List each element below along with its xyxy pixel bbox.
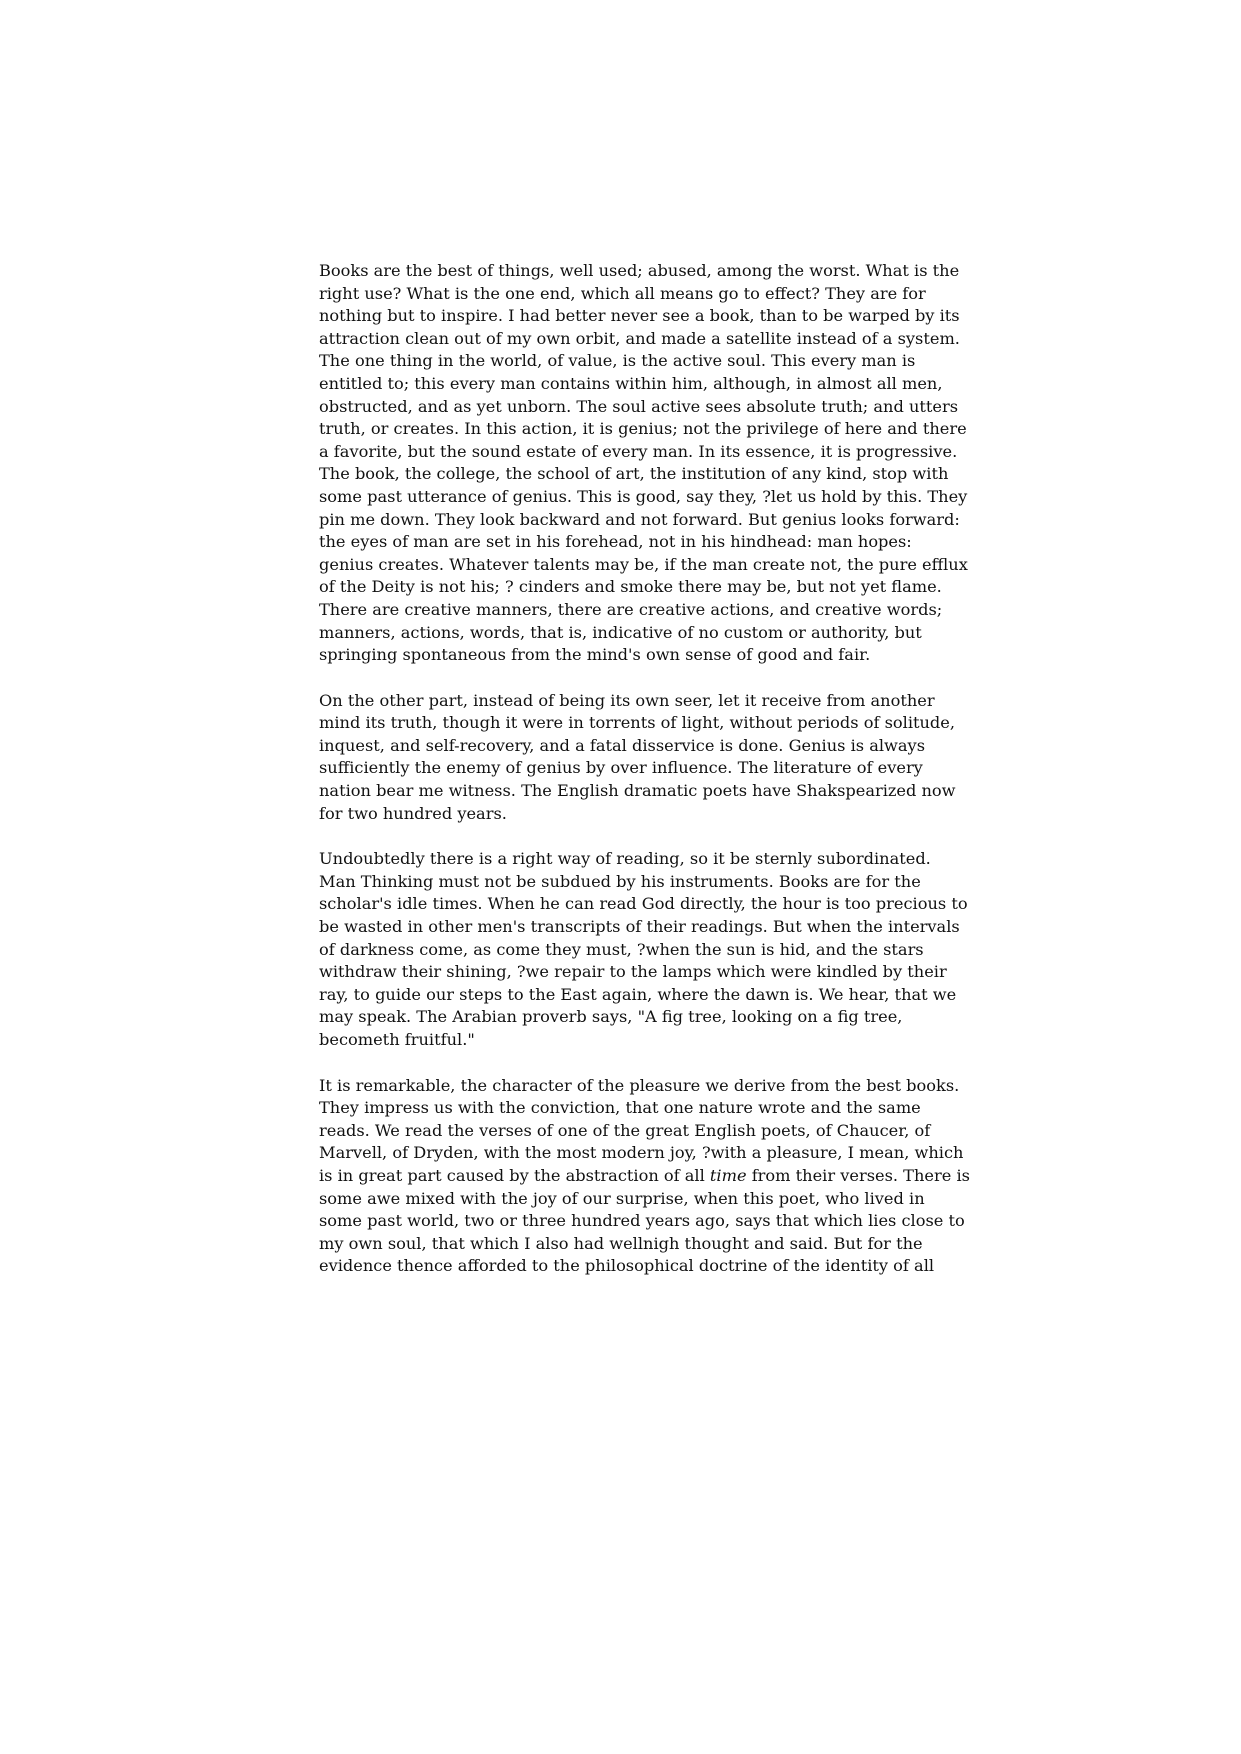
text-line: It is remarkable, the character of the pleasure we derive from the best books.: [319, 1075, 960, 1095]
text-line: of darkness come, as come they must, ?when the sun is hid, and the stars: [319, 939, 924, 959]
text-line: be wasted in other men's transcripts of their readings. But when the intervals: [319, 917, 960, 937]
text-line: a favorite, but the sound estate of every man. In its essence, it is progressive.: [319, 441, 958, 461]
text-line: some past world, two or three hundred years ago, says that which lies close to: [319, 1211, 965, 1231]
text-line: evidence thence afforded to the philosophical doctrine of the identity of all: [319, 1256, 935, 1276]
text-line: attraction clean out of my own orbit, and made a satellite instead of a system.: [319, 328, 960, 348]
text-line: The one thing in the world, of value, is the active soul. This every man is: [319, 351, 916, 371]
text-line: mind its truth, though it were in torrents of light, without periods of solitude,: [319, 713, 956, 733]
text-line: the eyes of man are set in his forehead, not in his hindhead: man hopes:: [319, 532, 912, 552]
text-line: Marvell, of Dryden, with the most modern joy, ?with a pleasure, I mean, which: [319, 1143, 964, 1163]
text-line: The book, the college, the school of art, the institution of any kind, stop with: [319, 464, 949, 484]
text-line: Man Thinking must not be subdued by his instruments. Books are for the: [319, 871, 921, 891]
text-line: is in great part caused by the abstraction of all time from their verses. There is: [319, 1165, 970, 1185]
text-line: nation bear me witness. The English dramatic poets have Shakspearized now: [319, 781, 956, 801]
text-line: for two hundred years.: [319, 803, 507, 823]
body-text: [319, 260, 970, 1301]
text-line: genius creates. Whatever talents may be, if the man create not, the pure efflux: [319, 554, 968, 574]
text-line: There are creative manners, there are creative actions, and creative words;: [319, 599, 943, 619]
text-line: inquest, and self-recovery, and a fatal disservice is done. Genius is always: [319, 735, 926, 755]
text-line: may speak. The Arabian proverb says, "A fig tree, looking on a fig tree,: [319, 1007, 903, 1027]
text-line: truth, or creates. In this action, it is genius; not the privilege of here and there: [319, 419, 967, 439]
text-line: obstructed, and as yet unborn. The soul active sees absolute truth; and utters: [319, 396, 959, 416]
text-line: springing spontaneous from the mind's own sense of good and fair.: [319, 645, 871, 665]
text-line: scholar's idle times. When he can read God directly, the hour is too precious to: [319, 894, 968, 914]
text-line: Undoubtedly there is a right way of reading, so it be sternly subordinated.: [319, 849, 931, 869]
text-line: some past utterance of genius. This is good, say they, ?let us hold by this. They: [319, 486, 968, 506]
paragraph-1: [319, 260, 968, 667]
emphasis-text: time: [709, 1165, 747, 1185]
paragraph-3: [319, 848, 968, 1051]
text-line: right use? What is the one end, which all means go to effect? They are for: [319, 283, 926, 303]
text-line: nothing but to inspire. I had better never see a book, than to be warped by its: [319, 306, 960, 326]
text-line: some awe mixed with the joy of our surprise, when this poet, who lived in: [319, 1188, 925, 1208]
text-line: of the Deity is not his; ? cinders and smoke there may be, but not yet flame.: [319, 577, 942, 597]
text-line: pin me down. They look backward and not forward. But genius looks forward:: [319, 509, 960, 529]
text-line: withdraw their shining, ?we repair to the lamps which were kindled by their: [319, 962, 947, 982]
text-line: entitled to; this every man contains within him, although, in almost all men,: [319, 373, 943, 393]
text-line: my own soul, that which I also had wellnigh thought and said. But for the: [319, 1233, 923, 1253]
text-line: reads. We read the verses of one of the great English poets, of Chaucer, of: [319, 1120, 931, 1140]
text-line: On the other part, instead of being its own seer, let it receive from another: [319, 690, 935, 710]
text-line: ray, to guide our steps to the East again, where the dawn is. We hear, that we: [319, 984, 957, 1004]
paragraph-4: [319, 1075, 970, 1278]
text-line: Books are the best of things, well used; abused, among the worst. What is the: [319, 261, 960, 280]
text-line: They impress us with the conviction, that one nature wrote and the same: [319, 1098, 921, 1118]
text-line: manners, actions, words, that is, indicative of no custom or authority, but: [319, 622, 922, 642]
paragraph-2: [319, 690, 956, 826]
text-line: becometh fruitful.": [319, 1030, 475, 1049]
text-line: sufficiently the enemy of genius by over influence. The literature of every: [319, 758, 923, 778]
